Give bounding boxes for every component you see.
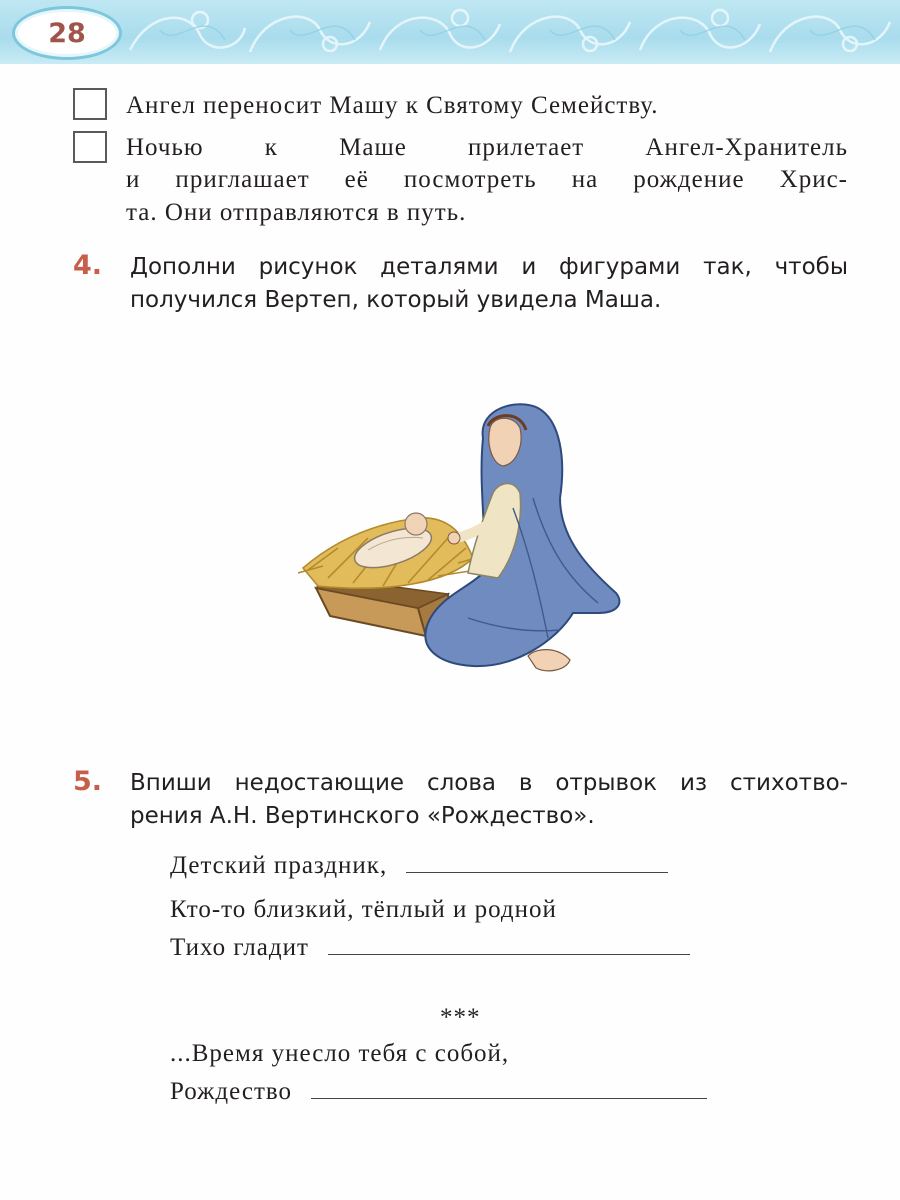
poem-blank-1[interactable] [406,871,668,873]
poem-line-3 [170,934,690,962]
poem-line-1-text: Детский праздник, [170,852,388,879]
header-ornament-band [0,0,900,64]
ornament-swirls [0,0,900,64]
poem-line-2: Кто-то близкий, тёплый и родной [170,896,557,923]
order-item-2-line-1: Ночью к Маше прилетает Ангел-Хранитель [126,134,848,161]
order-item-2-line-2: и приглашает её посмотреть на рождение Хрис- [126,166,848,193]
poem-line-1 [170,852,668,880]
poem-separator: *** [440,1004,481,1031]
order-checkbox-1[interactable] [73,88,107,120]
poem-blank-2[interactable] [328,953,690,955]
task-5-line-2: рения А.Н. Вертинского «Рождество». [130,803,595,829]
order-item-2-line-3: та. Они отправляются в путь. [126,199,467,226]
task-4-line-1: Дополни рисунок деталями и фигурами так, чтобы [130,254,848,280]
order-item-1-text: Ангел переносит Машу к Святому Семейству. [126,92,659,119]
task-4-line-2: получился Вертеп, который увидела Маша. [130,287,662,313]
task-5-number: 5. [73,766,103,797]
page-number-badge [12,6,122,60]
order-checkbox-2[interactable] [73,131,107,163]
mary-figure-icon [425,404,619,671]
poem-line-5 [170,1078,707,1106]
page-number: 28 [48,17,86,49]
poem-line-3-text: Тихо гладит [170,934,309,961]
poem-line-4: ...Время унесло тебя с собой, [170,1040,510,1067]
task-4-number: 4. [73,250,103,281]
task-5-line-1: Впиши недостающие слова в отрывок из стихотво- [130,770,848,796]
poem-blank-3[interactable] [311,1097,707,1099]
mary-with-infant-illustration [298,398,628,688]
poem-line-5-text: Рождество [170,1078,293,1105]
